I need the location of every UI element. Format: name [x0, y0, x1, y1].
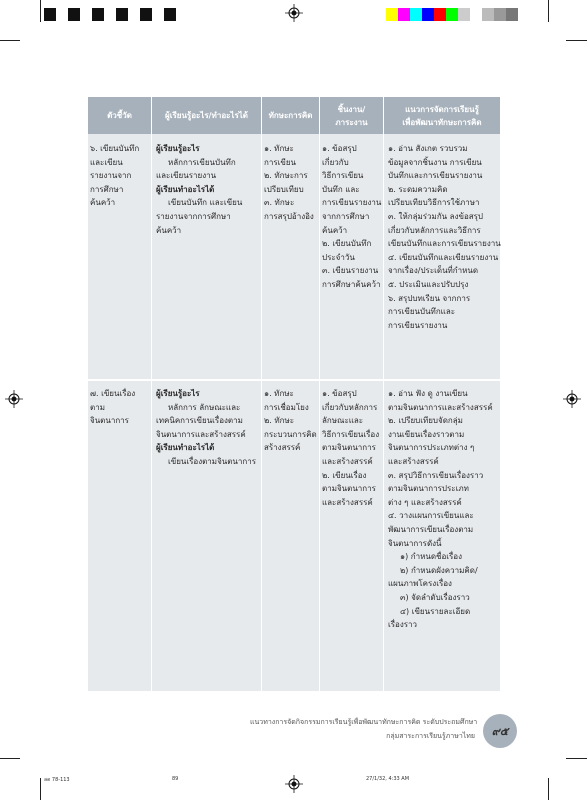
cell-line: ผู้เรียนทำอะไรได้: [156, 184, 215, 194]
cell-line: การศึกษาค้นคว้า: [322, 279, 381, 289]
cell-line: ๓) จัดลำดับเรื่องราว: [400, 592, 470, 602]
header-thinking-skills: ทักษะการคิด: [268, 111, 313, 120]
cell-line: ๒) กำหนดผังความคิด/: [400, 565, 478, 575]
registration-swatch: [116, 8, 128, 21]
cell-line: รายงานจาก: [90, 171, 132, 181]
cell-line: บันทึกและการเขียนรายงาน: [388, 171, 483, 181]
registration-swatch: [68, 8, 80, 21]
row-2-indicator: [90, 387, 135, 428]
registration-swatch: [422, 8, 434, 21]
cell-line: ๒. ระดมความคิด: [388, 184, 448, 194]
cell-line: และเขียน: [90, 157, 123, 167]
cell-line: หลักการ ลักษณะและ: [168, 402, 241, 412]
cell-line: การเขียนรายงาน: [388, 320, 448, 330]
cell-line: การเขียนรายงาน: [322, 198, 382, 208]
curriculum-table: [88, 97, 500, 691]
registration-swatch: [44, 8, 56, 21]
registration-swatch: [434, 8, 446, 21]
cell-line: ๒. ทักษะการ: [264, 171, 308, 181]
slug-page: 89: [172, 776, 179, 782]
cell-line: หลักการเขียนบันทึก: [168, 157, 236, 167]
cell-line: วิธีการเขียนเรื่อง: [322, 429, 380, 439]
registration-swatch: [92, 8, 104, 21]
registration-swatch: [104, 8, 116, 21]
row-1-thinking-skills: [264, 142, 314, 224]
cell-line: เทคนิคการเขียนเรื่องตาม: [156, 416, 243, 426]
cell-line: สร้างสรรค์: [264, 443, 301, 453]
cell-line: ตาม: [90, 402, 105, 412]
registration-swatch: [386, 8, 398, 21]
column-divider: [261, 97, 262, 691]
cell-line: ผู้เรียนรู้อะไร: [156, 144, 200, 153]
registration-target-icon: [285, 4, 303, 22]
crop-mark: [40, 778, 41, 800]
registration-swatch: [494, 8, 506, 21]
cell-line: ๔) เขียนรายละเอียด: [400, 606, 471, 616]
cell-line: ผู้เรียนรู้อะไร: [156, 389, 200, 398]
cell-line: ๖. เขียนบันทึก: [90, 144, 140, 153]
cell-line: ค้นคว้า: [90, 198, 116, 208]
registration-swatch: [140, 8, 152, 21]
cell-line: ตามจินตนาการ: [322, 443, 376, 453]
footer-book-title: แนวทางการจัดกิจกรรมการเรียนรู้เพื่อพัฒนาทักษะการคิด ระดับประถมศึกษา: [250, 718, 478, 726]
cell-line: ค้นคว้า: [322, 225, 348, 235]
cell-line: ๖. สรุปบทเรียน จากการ: [388, 293, 471, 303]
row-1-approach: [388, 142, 501, 332]
crop-mark: [40, 0, 41, 22]
cell-line: เกี่ยวกับ: [322, 157, 349, 167]
cell-line: ๗. เขียนเรื่อง: [90, 389, 136, 398]
cell-line: และเขียนรายงาน: [156, 171, 217, 181]
cell-line: ค้นคว้า: [156, 225, 182, 235]
crop-mark: [548, 0, 549, 22]
row-2-work: [322, 387, 379, 509]
registration-bar-left: [44, 8, 176, 21]
cell-line: ๑. อ่าน ฟัง ดู งานเขียน: [388, 389, 468, 398]
registration-swatch: [152, 8, 164, 21]
crop-mark: [0, 40, 20, 41]
registration-swatch: [56, 8, 68, 21]
cell-line: ๑. ข้อสรุป: [322, 389, 357, 398]
registration-swatch: [446, 8, 458, 21]
crop-mark: [0, 758, 20, 759]
cell-line: เขียนบันทึกและการเขียนรายงาน: [388, 239, 501, 249]
cell-line: กระบวนการคิด: [264, 429, 317, 439]
row-1-work: [322, 142, 381, 292]
registration-bar-right: [386, 8, 518, 21]
cell-line: เขียนบันทึก และเขียน: [168, 198, 243, 208]
registration-swatch: [482, 8, 494, 21]
row-1-indicator: [90, 142, 139, 210]
cell-line: ตามจินตนาการประเภท: [388, 484, 469, 494]
cell-line: วิธีการเขียน: [322, 171, 364, 181]
cell-line: การเขียนบันทึกและ: [388, 307, 456, 317]
cell-line: ตามจินตนาการและสร้างสรรค์: [388, 402, 493, 412]
column-divider: [383, 97, 384, 691]
cell-line: ๓. ทักษะ: [264, 198, 295, 208]
footer-subject: กลุ่มสาระการเรียนรู้ภาษาไทย: [386, 732, 475, 740]
registration-swatch: [458, 8, 470, 21]
cell-line: เปรียบเทียบวิธีการใช้ภาษา: [388, 198, 480, 208]
registration-swatch: [470, 8, 482, 21]
row-2-approach: [388, 387, 493, 632]
header-learning: ผู้เรียนรู้อะไร/ทำอะไรได้: [165, 111, 248, 120]
cell-line: ๑. อ่าน สังเกต รวบรวม: [388, 144, 468, 153]
cell-line: ๑) กำหนดชื่อเรื่อง: [400, 552, 462, 562]
cell-line: จากเรื่อง/ประเด็นที่กำหนด: [388, 266, 479, 276]
registration-swatch: [164, 8, 176, 21]
row-2-thinking-skills: [264, 387, 317, 455]
cell-line: จินตนาการและสร้างสรรค์: [156, 429, 246, 439]
cell-line: จินตนาการประเภทต่าง ๆ: [388, 443, 475, 453]
cell-line: เกี่ยวกับหลักการ: [322, 402, 378, 412]
row-1-learning: [156, 142, 242, 237]
header-approach: แนวการจัดการเรียนรู้ เพื่อพัฒนาทักษะการคิด: [402, 104, 482, 127]
cell-line: ๕. ประเมินและปรับปรุง: [388, 279, 469, 289]
registration-swatch: [128, 8, 140, 21]
cell-line: ๒. เขียนเรื่อง: [322, 470, 367, 480]
registration-swatch: [506, 8, 518, 21]
cell-line: การสรุปอ้างอิง: [264, 211, 314, 221]
cell-line: ตามจินตนาการ: [322, 484, 376, 494]
crop-mark: [566, 40, 587, 41]
cell-line: เปรียบเทียบ: [264, 184, 304, 194]
cell-line: และสร้างสรรค์: [322, 497, 373, 507]
cell-line: ต่าง ๆ และสร้างสรรค์: [388, 497, 462, 507]
registration-swatch: [398, 8, 410, 21]
page-number: ๙๕: [483, 714, 517, 748]
cell-line: ๔. วางแผนการเขียนและ: [388, 511, 474, 521]
cell-line: แผนภาพโครงเรื่อง: [388, 579, 452, 589]
cell-line: จากการศึกษา: [322, 211, 370, 221]
cell-line: ๓. ให้กลุ่มร่วมกัน ลงข้อสรุป: [388, 211, 484, 221]
cell-line: การเขียน: [264, 157, 296, 167]
cell-line: การศึกษา: [90, 184, 124, 194]
cell-line: ๑. ข้อสรุป: [322, 144, 357, 153]
cell-line: เกี่ยวกับหลักการและวิธีการ: [388, 225, 481, 235]
cell-line: ผู้เรียนทำอะไรได้: [156, 443, 215, 453]
registration-target-icon: [5, 390, 23, 408]
registration-target-icon: [563, 390, 581, 408]
cell-line: และสร้างสรรค์: [388, 456, 439, 466]
cell-line: ๒. เขียนบันทึก: [322, 239, 372, 249]
header-indicator: ตัวชี้วัด: [107, 111, 132, 120]
cell-line: ๑. ทักษะ: [264, 389, 294, 398]
registration-swatch: [410, 8, 422, 21]
row-divider: [88, 379, 500, 381]
registration-swatch: [80, 8, 92, 21]
cell-line: ข้อมูลจากชิ้นงาน การเขียน: [388, 157, 482, 167]
header-work: ชิ้นงาน/ ภาระงาน: [335, 104, 368, 127]
cell-line: เรื่องราว: [388, 620, 418, 630]
cell-line: ประจำวัน: [322, 252, 355, 262]
cell-line: จินตนาการดังนี้: [388, 538, 442, 548]
column-divider: [319, 97, 320, 691]
column-divider: [151, 97, 152, 691]
table-header: [88, 97, 500, 134]
row-2-learning: [156, 387, 256, 469]
cell-line: ๓. สรุปวิธีการเขียนเรื่องราว: [388, 470, 484, 480]
crop-mark: [566, 758, 587, 759]
cell-line: งานเขียนเรื่องราวตาม: [388, 429, 465, 439]
cell-line: พัฒนาการเขียนเรื่องตาม: [388, 524, 474, 534]
cell-line: และสร้างสรรค์: [322, 456, 373, 466]
cell-line: การเชื่อมโยง: [264, 402, 309, 412]
cell-line: ลักษณะและ: [322, 416, 364, 426]
cell-line: ๓. เขียนรายงาน: [322, 266, 379, 276]
cell-line: ๑. ทักษะ: [264, 144, 294, 153]
slug-file: ลด 78-113: [44, 777, 70, 783]
cell-line: ๒. เปรียบเทียบจัดกลุ่ม: [388, 416, 463, 426]
cell-line: ๔. เขียนบันทึกและเขียนรายงาน: [388, 252, 499, 262]
cell-line: เขียนเรื่องตามจินตนาการ: [168, 456, 257, 466]
registration-target-icon: [285, 775, 303, 793]
slug-timestamp: 27/1/32, 4:33 AM: [366, 776, 410, 782]
crop-mark: [548, 778, 549, 800]
cell-line: ๒. ทักษะ: [264, 416, 295, 426]
cell-line: จินตนาการ: [90, 416, 129, 426]
cell-line: บันทึก และ: [322, 184, 360, 194]
cell-line: รายงานจากการศึกษา: [156, 211, 231, 221]
